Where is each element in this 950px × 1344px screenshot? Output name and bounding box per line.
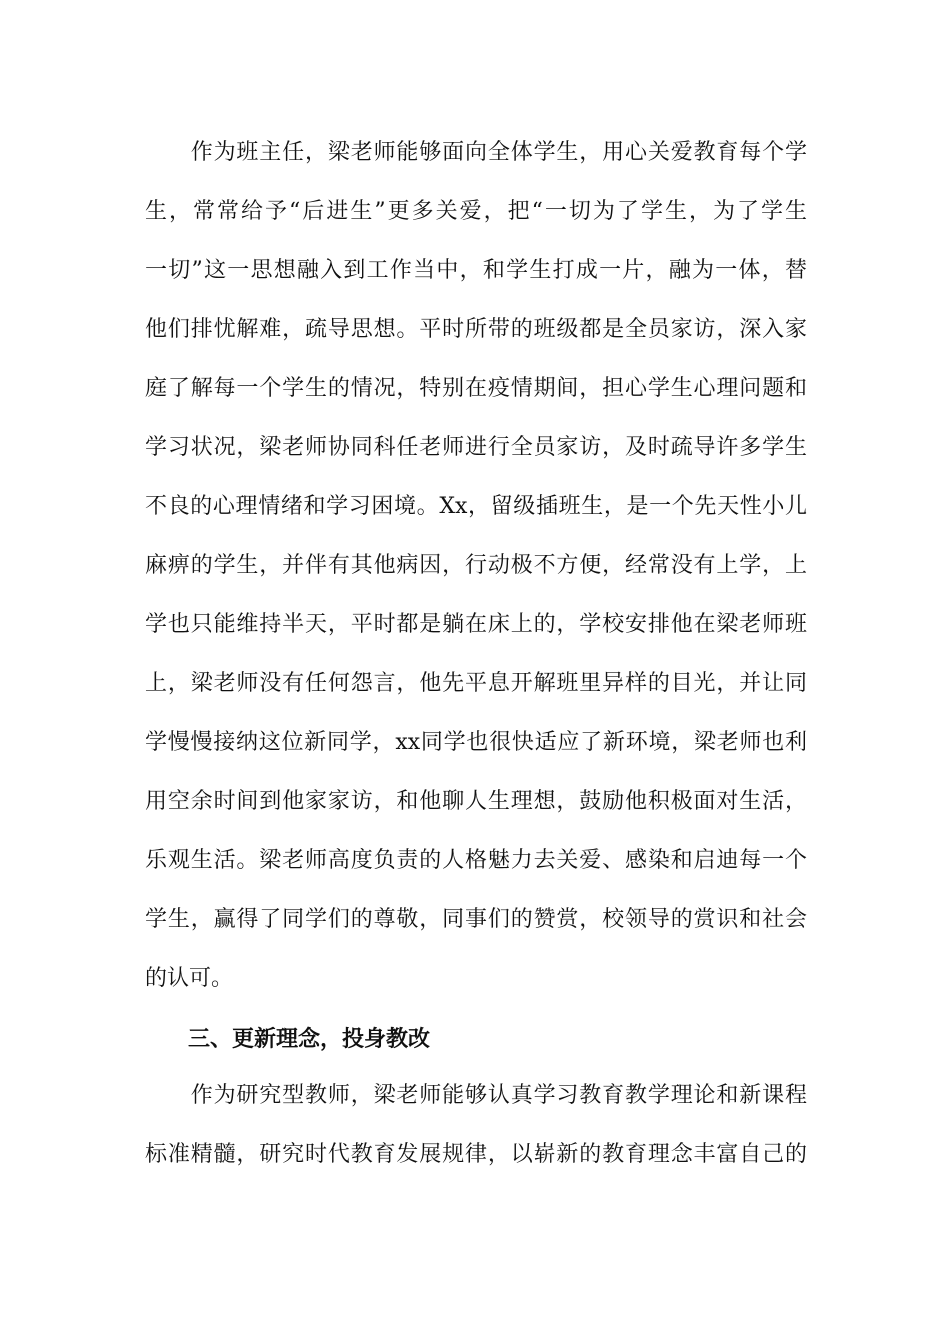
paragraph-1-line-8: 麻痹的学生，并伴有其他病因，行动极不方便，经常没有上学，上 bbox=[145, 553, 807, 578]
paragraph-1-line-12: 用空余时间到他家家访，和他聊人生理想，鼓励他积极面对生活， bbox=[145, 789, 807, 814]
paragraph-2-line-2: 标准精髓，研究时代教育发展规律，以崭新的教育理念丰富自己的 bbox=[145, 1142, 807, 1167]
paragraph-1-line-14: 学生，赢得了同学们的尊敬，同事们的赞赏，校领导的赏识和社会 bbox=[145, 907, 807, 932]
paragraph-2-line-1: 作为研究型教师，梁老师能够认真学习教育教学理论和新课程 bbox=[145, 1083, 807, 1108]
paragraph-1-line-9: 学也只能维持半天，平时都是躺在床上的，学校安排他在梁老师班 bbox=[145, 612, 807, 637]
paragraph-1-line-5: 庭了解每一个学生的情况，特别在疫情期间，担心学生心理问题和 bbox=[145, 376, 807, 401]
paragraph-1-line-4: 他们排忧解难，疏导思想。平时所带的班级都是全员家访，深入家 bbox=[145, 317, 807, 342]
paragraph-1-line-1: 作为班主任，梁老师能够面向全体学生，用心关爱教育每个学 bbox=[145, 140, 807, 165]
paragraph-1-line-13: 乐观生活。梁老师高度负责的人格魅力去关爱、感染和启迪每一个 bbox=[145, 848, 807, 873]
paragraph-1-line-6: 学习状况，梁老师协同科任老师进行全员家访，及时疏导许多学生 bbox=[145, 435, 807, 460]
paragraph-1-line-7: 不良的心理情绪和学习困境。Xx，留级插班生，是一个先天性小儿 bbox=[145, 494, 807, 519]
section-heading: 三、更新理念，投身教改 bbox=[188, 1027, 431, 1052]
paragraph-1-line-11: 学慢慢接纳这位新同学，xx同学也很快适应了新环境，梁老师也利 bbox=[145, 730, 807, 755]
paragraph-1-line-10: 上，梁老师没有任何怨言，他先平息开解班里异样的目光，并让同 bbox=[145, 671, 807, 696]
paragraph-1-line-2: 生，常常给予“后进生”更多关爱，把“一切为了学生，为了学生 bbox=[145, 199, 807, 224]
paragraph-1-line-3: 一切”这一思想融入到工作当中，和学生打成一片，融为一体，替 bbox=[145, 258, 807, 283]
paragraph-1-line-15: 的认可。 bbox=[145, 966, 234, 991]
